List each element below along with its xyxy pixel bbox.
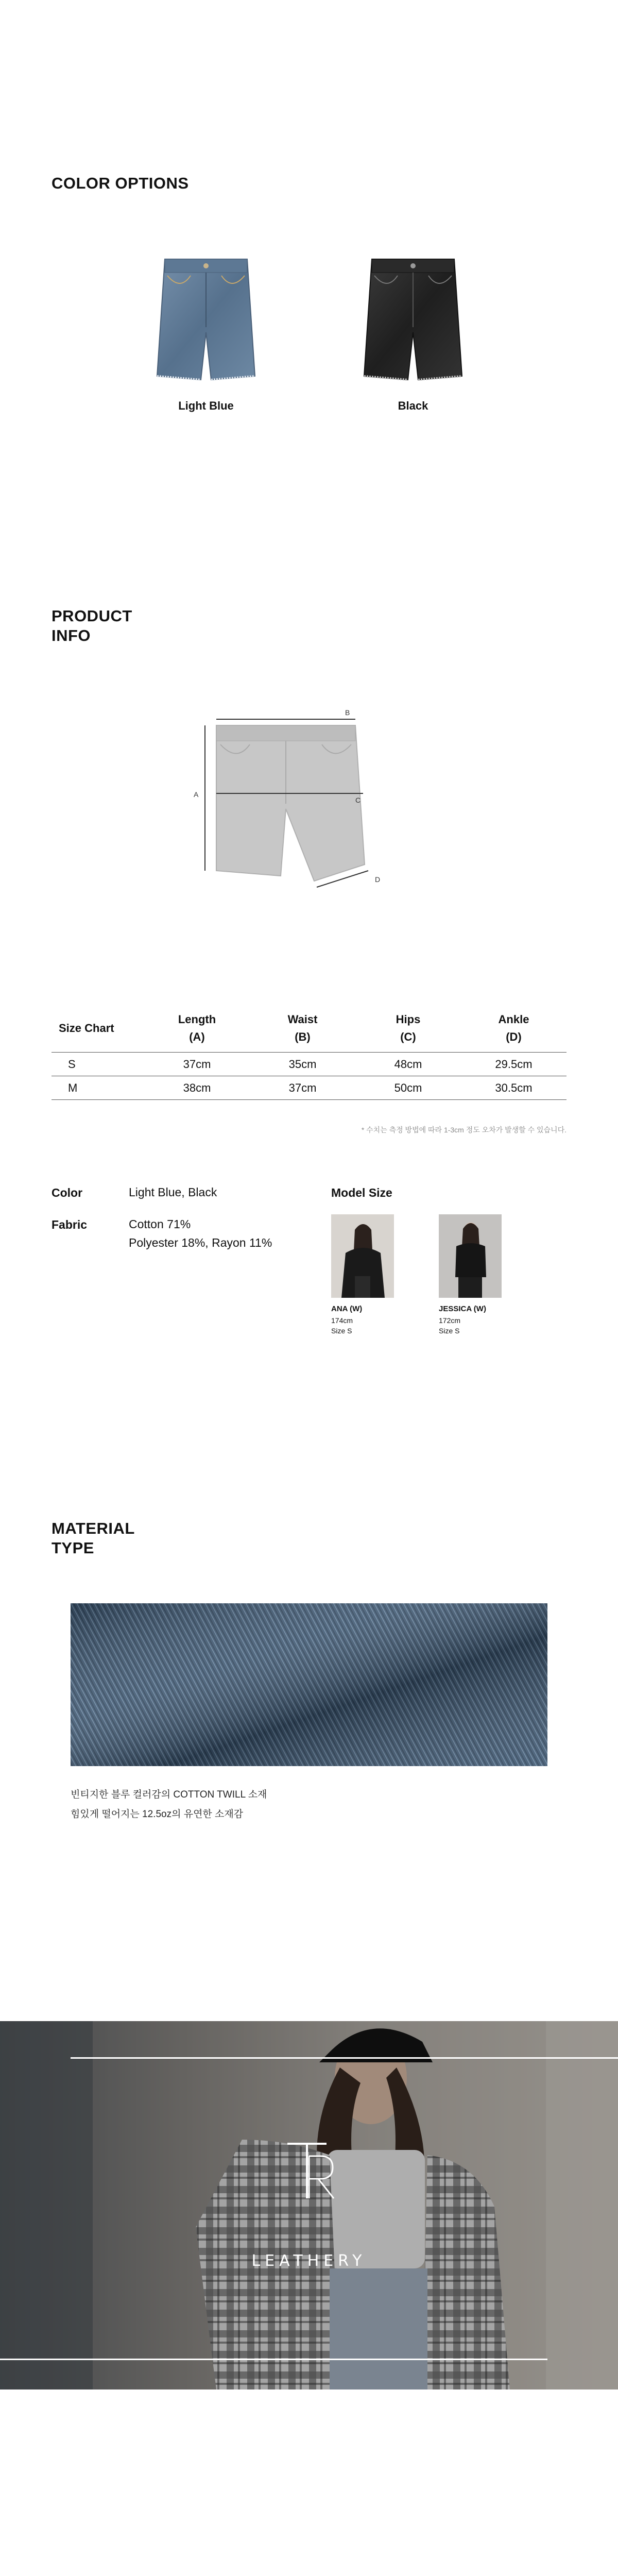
denim-texture-image bbox=[71, 1603, 547, 1766]
diagram-label-d: D bbox=[375, 875, 381, 884]
model-photo bbox=[439, 1214, 502, 1298]
brand-wordmark: LEATHERY bbox=[251, 2252, 367, 2270]
model-card-jessica bbox=[439, 1214, 502, 1336]
model-size: Size S bbox=[331, 1327, 352, 1335]
waist-cell: 35cm bbox=[288, 1057, 317, 1071]
diagram-label-c: C bbox=[355, 796, 361, 804]
brand-monogram-logo bbox=[277, 2141, 341, 2201]
model-photo bbox=[331, 1214, 394, 1298]
product-info-title: PRODUCT INFO bbox=[52, 607, 132, 645]
color-option-label: Light Blue bbox=[178, 399, 234, 412]
color-options-title: COLOR OPTIONS bbox=[52, 174, 189, 192]
size-chart-header: Length (A) bbox=[178, 1013, 216, 1043]
model-card-ana bbox=[331, 1214, 394, 1336]
size-chart-header: Ankle (D) bbox=[498, 1013, 529, 1043]
size-note: * 수치는 측정 방법에 따라 1-3cm 정도 오차가 발생할 수 있습니다. bbox=[361, 1126, 566, 1134]
material-desc-line-1: 빈티지한 블루 컬러감의 COTTON TWILL 소재 bbox=[71, 1789, 267, 1800]
hips-cell: 48cm bbox=[394, 1057, 422, 1071]
material-desc-line-2: 힘있게 떨어지는 12.5oz의 유연한 소재감 bbox=[71, 1809, 244, 1820]
light-blue-shorts-image bbox=[149, 255, 263, 384]
color-option-light-blue[interactable] bbox=[129, 255, 283, 413]
color-option-label: Black bbox=[398, 399, 428, 412]
brand-hero-photo bbox=[0, 2021, 618, 2389]
diagram-label-a: A bbox=[194, 790, 199, 799]
model-name: ANA (W) bbox=[331, 1304, 363, 1313]
model-name: JESSICA (W) bbox=[439, 1304, 486, 1313]
size-chart-header-row bbox=[52, 1011, 566, 1053]
length-cell: 37cm bbox=[183, 1057, 211, 1071]
model-height: 174cm bbox=[331, 1316, 353, 1325]
size-cell: M bbox=[68, 1081, 78, 1094]
color-option-black[interactable] bbox=[336, 255, 490, 413]
table-row bbox=[52, 1076, 566, 1100]
material-type-title: MATERIAL TYPE bbox=[52, 1519, 135, 1557]
hero-top-line bbox=[71, 2057, 618, 2059]
measurement-diagram bbox=[185, 706, 417, 891]
waist-cell: 37cm bbox=[288, 1081, 317, 1094]
size-cell: S bbox=[68, 1057, 76, 1071]
ankle-cell: 29.5cm bbox=[495, 1057, 533, 1071]
size-chart-table bbox=[52, 1011, 566, 1100]
brand-hero-banner bbox=[0, 2021, 618, 2389]
color-value: Light Blue, Black bbox=[129, 1185, 217, 1199]
diagram-label-b: B bbox=[345, 708, 350, 717]
fabric-value: Cotton 71% Polyester 18%, Rayon 11% bbox=[129, 1217, 272, 1249]
model-size: Size S bbox=[439, 1327, 460, 1335]
size-chart-header: Hips (C) bbox=[396, 1013, 421, 1043]
model-size-label: Model Size bbox=[331, 1186, 392, 1199]
ankle-cell: 30.5cm bbox=[495, 1081, 533, 1094]
size-chart-header: Size Chart bbox=[59, 1022, 114, 1035]
table-row bbox=[52, 1053, 566, 1076]
black-shorts-image bbox=[356, 255, 470, 384]
hero-bottom-line bbox=[0, 2359, 547, 2360]
model-height: 172cm bbox=[439, 1316, 461, 1325]
hips-cell: 50cm bbox=[394, 1081, 422, 1094]
length-cell: 38cm bbox=[183, 1081, 211, 1094]
color-label: Color bbox=[52, 1186, 83, 1199]
size-chart-header: Waist (B) bbox=[287, 1013, 318, 1043]
fabric-label: Fabric bbox=[52, 1218, 88, 1231]
